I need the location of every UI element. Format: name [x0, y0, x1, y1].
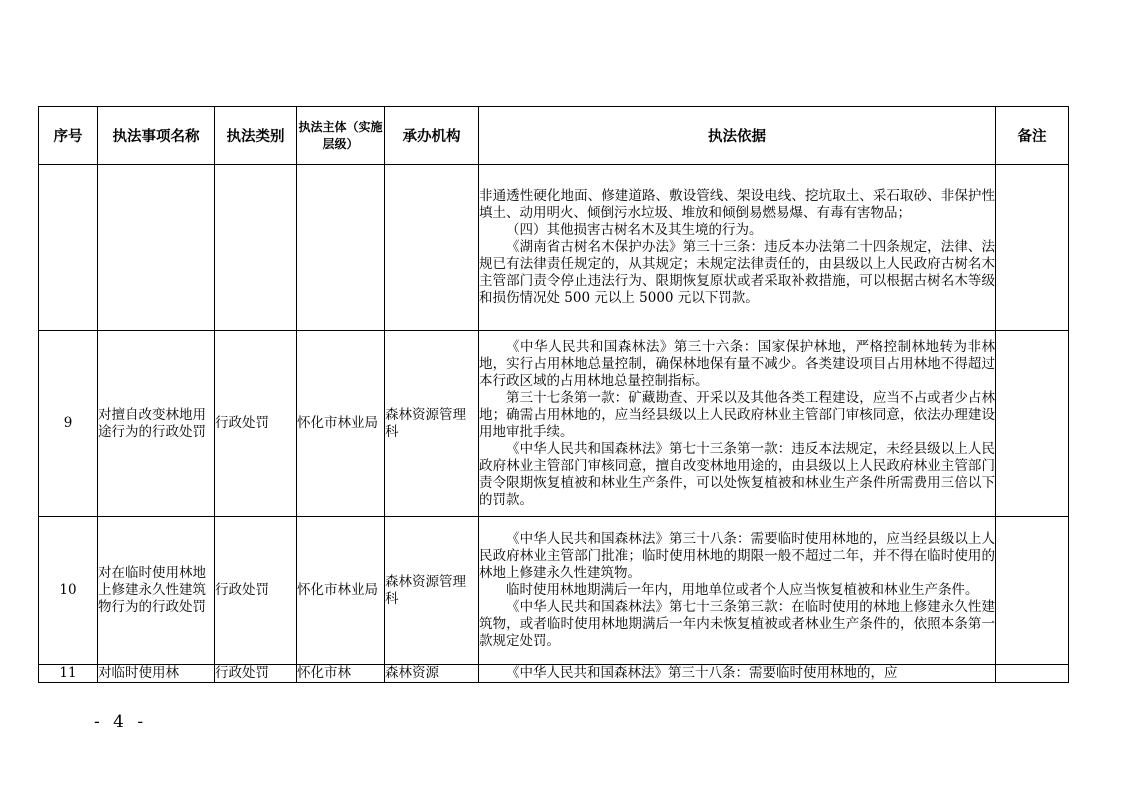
- row-no: 9: [39, 331, 98, 517]
- row-remark: [996, 517, 1069, 665]
- table-row: [39, 517, 1069, 665]
- row-office: 森林资源管理科: [385, 517, 479, 665]
- basis-paragraph: 《中华人民共和国森林法》第三十六条：国家保护林地，严格控制林地转为非林地，实行占用林地总量控制，确保林地保有量不减少。各类建设项目占用林地不得超过本行政区域的占用林地总量控制指标。: [479, 338, 995, 389]
- row-remark: [996, 331, 1069, 517]
- row-no: 10: [39, 517, 98, 665]
- row-name: 对临时使用林: [98, 665, 215, 683]
- header-remark: 备注: [996, 107, 1069, 165]
- row-no: 11: [39, 665, 98, 683]
- row-basis: [479, 165, 996, 331]
- header-office: 承办机构: [385, 107, 479, 165]
- header-no: 序号: [39, 107, 98, 165]
- basis-paragraph: （四）其他损害古树名木及其生境的行为。: [506, 222, 763, 238]
- row-office: [385, 165, 479, 331]
- row-type: 行政处罚: [215, 665, 297, 683]
- row-type: 行政处罚: [215, 517, 297, 665]
- row-basis: [479, 517, 996, 665]
- table-header-row: [39, 107, 1069, 165]
- basis-paragraph: 《中华人民共和国森林法》第七十三条第一款：违反本法规定，未经县级以上人民政府林业主管部门审核同意，擅自改变林地用途的，由县级以上人民政府林业主管部门责令限期恢复植被和林业生产条件，可以处恢复植被和林业生产条件所需费用三倍以下的罚款。: [479, 440, 995, 508]
- row-body: 怀化市林业局: [297, 331, 385, 517]
- row-basis: [479, 331, 996, 517]
- row-remark: [996, 165, 1069, 331]
- basis-paragraph: 临时使用林地期满后一年内，用地单位或者个人应当恢复植被和林业生产条件。: [506, 582, 979, 598]
- header-basis: 执法依据: [479, 107, 996, 165]
- row-body: 怀化市林业局: [297, 517, 385, 665]
- basis-paragraph: 《中华人民共和国森林法》第三十八条：需要临时使用林地的，应当经县级以上人民政府林业主管部门批准；临时使用林地的期限一般不超过二年，并不得在临时使用的林地上修建永久性建筑物。: [479, 531, 995, 581]
- header-type: 执法类别: [215, 107, 297, 165]
- row-no: [39, 165, 98, 331]
- row-name: [98, 165, 215, 331]
- page-number: - 4 -: [94, 712, 148, 732]
- header-name: 执法事项名称: [98, 107, 215, 165]
- basis-paragraph: 非通透性硬化地面、修建道路、敷设管线、架设电线、挖坑取土、采石取砂、非保护性填土、动用明火、倾倒污水垃圾、堆放和倾倒易燃易爆、有毒有害物品；: [479, 188, 995, 221]
- row-basis: [479, 665, 996, 683]
- basis-paragraph: 《中华人民共和国森林法》第三十八条：需要临时使用林地的，应: [506, 665, 898, 681]
- table-row: [39, 165, 1069, 331]
- row-office: 森林资源: [385, 665, 479, 683]
- row-type: 行政处罚: [215, 331, 297, 517]
- basis-paragraph: 《湖南省古树名木保护办法》第三十三条：违反本办法第二十四条规定，法律、法规已有法律责任规定的，从其规定；未规定法律责任的，由县级以上人民政府古树名木主管部门责令停止违法行为、限期恢复原状或者采取补救措施，可以根据古树名木等级和损伤情况处 500 元以上 5000 元以下罚款。: [479, 239, 995, 306]
- row-name: 对在临时使用林地上修建永久性建筑物行为的行政处罚: [98, 517, 215, 665]
- header-body: 执法主体（实施层级）: [297, 107, 385, 165]
- basis-paragraph: 《中华人民共和国森林法》第七十三条第三款：在临时使用的林地上修建永久性建筑物，或者临时使用林地期满后一年内未恢复植被或者林业生产条件的，依照本条第一款规定处罚。: [479, 599, 995, 649]
- basis-paragraph: 第三十七条第一款：矿藏勘查、开采以及其他各类工程建设，应当不占或者少占林地；确需占用林地的，应当经县级以上人民政府林业主管部门审核同意，依法办理建设用地审批手续。: [479, 389, 995, 440]
- row-body: [297, 165, 385, 331]
- table-row: [39, 331, 1069, 517]
- table-row: [39, 665, 1069, 683]
- row-body: 怀化市林: [297, 665, 385, 683]
- row-name: 对擅自改变林地用途行为的行政处罚: [98, 331, 215, 517]
- row-office: 森林资源管理科: [385, 331, 479, 517]
- row-remark: [996, 665, 1069, 683]
- row-type: [215, 165, 297, 331]
- enforcement-table: [38, 106, 1069, 683]
